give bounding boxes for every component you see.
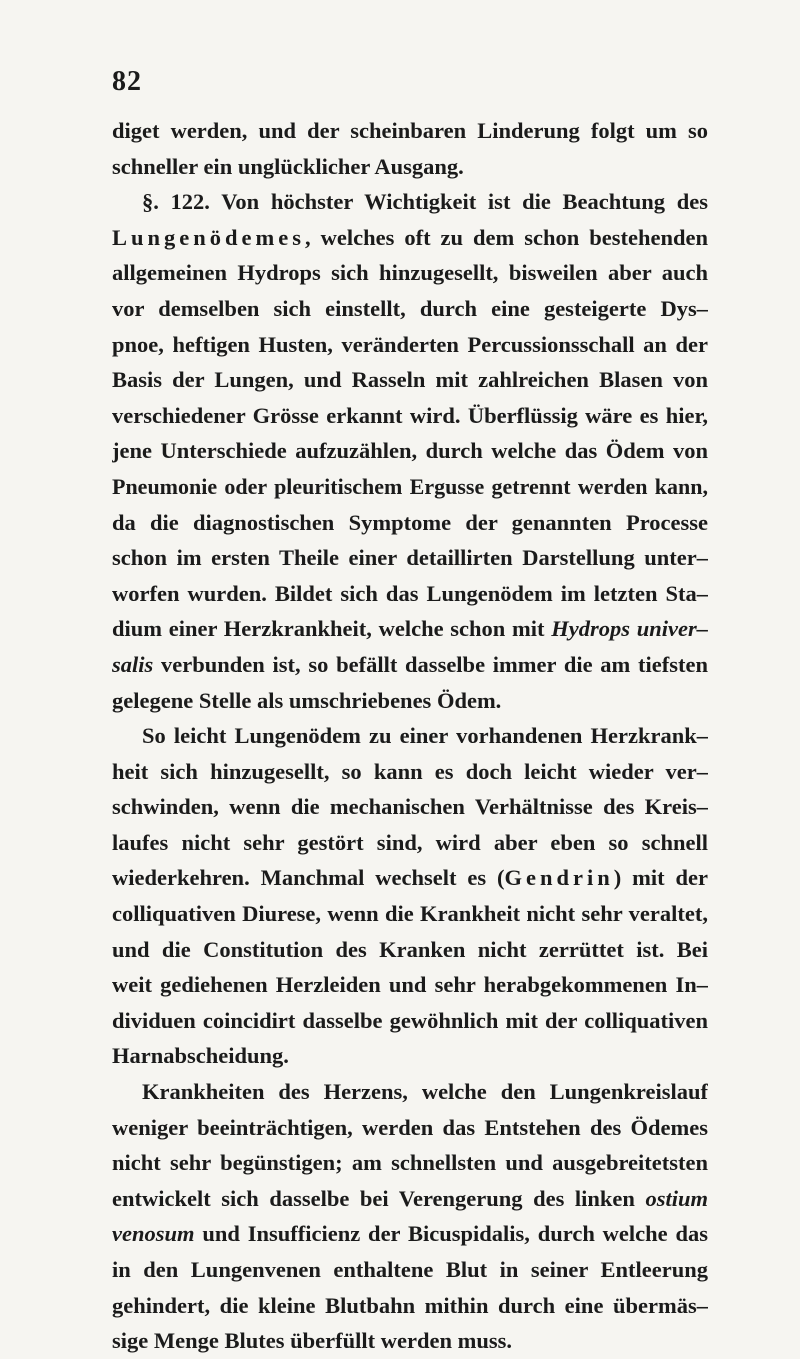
spaced-term: Gendrin [504,865,614,891]
text-line [112,220,708,256]
text-line [112,1110,708,1146]
text-segment: dium einer Herzkrankheit, welche schon mit [112,616,552,642]
text-line [112,754,708,790]
text-segment: weniger beeinträchtigen, werden das Entstehen des Ödemes [112,1114,708,1140]
text-line [112,113,708,149]
text-line [112,433,708,469]
text-segment: vor demselben sich einstellt, durch eine gesteigerte Dys– [112,295,708,321]
page-number: 82 [112,66,142,97]
text-segment: verbunden ist, so befällt dasselbe immer die am tiefsten [153,651,708,677]
text-line [112,1288,708,1324]
text-line [112,540,708,576]
italic-term: ostium [645,1185,708,1211]
text-segment: Harnabscheidung. [112,1043,289,1069]
text-line [112,398,708,434]
text-segment: sige Menge Blutes überfüllt werden muss. [112,1328,512,1354]
text-segment: colliquativen Diurese, wenn die Krankheit nicht sehr veraltet, [112,901,708,927]
text-segment: gelegene Stelle als umschriebenes Ödem. [112,687,502,713]
text-line [112,611,708,647]
text-line [112,860,708,896]
text-segment: heit sich hinzugesellt, so kann es doch leicht wieder ver– [112,758,708,784]
text-line [112,718,708,754]
text-segment: weit gediehenen Herzleiden und sehr herabgekommenen In– [112,972,708,998]
text-line [112,825,708,861]
text-line [112,291,708,327]
text-segment: Basis der Lungen, und Rasseln mit zahlreichen Blasen von [112,367,708,393]
text-segment: schon im ersten Theile einer detaillirten Darstellung unter– [112,545,708,571]
text-line [112,896,708,932]
text-segment: und die Constitution des Kranken nicht zerrüttet ist. Bei [112,936,708,962]
text-line [112,1003,708,1039]
text-segment: schneller ein unglücklicher Ausgang. [112,153,464,179]
text-segment: wiederkehren. Manchmal wechselt es ( [112,865,505,891]
text-line [112,932,708,968]
text-line [112,576,708,612]
text-line [112,1323,708,1359]
text-segment: diget werden, und der scheinbaren Linderung folgt um so [112,118,708,143]
text-segment: da die diagnostischen Symptome der genannten Processe [112,509,708,535]
text-line [112,683,708,719]
text-line [112,255,708,291]
text-line [112,789,708,825]
text-segment: So leicht Lungenödem zu einer vorhandenen Herzkrank– [142,723,708,749]
text-segment: in den Lungenvenen enthaltene Blut in seiner Entleerung [112,1257,708,1282]
text-segment: Krankheiten des Herzens, welche den Lungenkreislauf [142,1079,708,1105]
text-segment: Pneumonie oder pleuritischem Ergusse getrennt werden kann, [112,473,708,499]
text-segment: pnoe, heftigen Husten, veränderten Percussionsschall an der [112,331,708,357]
text-segment: entwickelt sich dasselbe bei Verengerung des linken [112,1185,646,1211]
text-line [112,1038,708,1074]
italic-term: venosum [112,1221,195,1247]
text-line [112,149,708,185]
text-line [112,1145,708,1181]
text-segment: worfen wurden. Bildet sich das Lungenödem im letzten Sta– [112,580,708,606]
text-segment: , welches oft zu dem schon bestehenden [305,224,708,250]
text-segment: jene Unterschiede aufzuzählen, durch welche das Ödem von [112,438,708,464]
spaced-term: Lungenödemes [112,224,306,250]
body-text [112,113,708,1359]
text-line [112,1181,708,1217]
text-line [112,505,708,541]
text-segment: §. 122. Von höchster Wichtigkeit ist die Beachtung des [142,189,708,215]
text-line [112,469,708,505]
text-segment: verschiedener Grösse erkannt wird. Überflüssig wäre es hier, [112,402,708,428]
italic-term: salis [112,651,154,677]
text-line [112,967,708,1003]
text-segment: dividuen coincidirt dasselbe gewöhnlich mit der colliquativen [112,1007,708,1033]
text-line [112,327,708,363]
text-line [112,1252,708,1288]
text-line [112,1074,708,1110]
text-line [112,647,708,683]
text-segment: laufes nicht sehr gestört sind, wird aber eben so schnell [112,829,708,855]
text-segment: nicht sehr begünstigen; am schnellsten und ausgebreitetsten [112,1150,708,1176]
text-segment: schwinden, wenn die mechanischen Verhältnisse des Kreis– [112,794,708,820]
text-segment: und Insufficienz der Bicuspidalis, durch welche das [194,1221,708,1247]
text-segment: allgemeinen Hydrops sich hinzugesellt, bisweilen aber auch [112,260,708,286]
text-line [112,362,708,398]
text-segment: gehindert, die kleine Blutbahn mithin durch eine übermäs– [112,1292,708,1318]
text-segment: ) mit der [613,865,708,891]
text-line [112,1216,708,1252]
italic-term: Hydrops univer– [551,616,708,642]
text-line [112,184,708,220]
